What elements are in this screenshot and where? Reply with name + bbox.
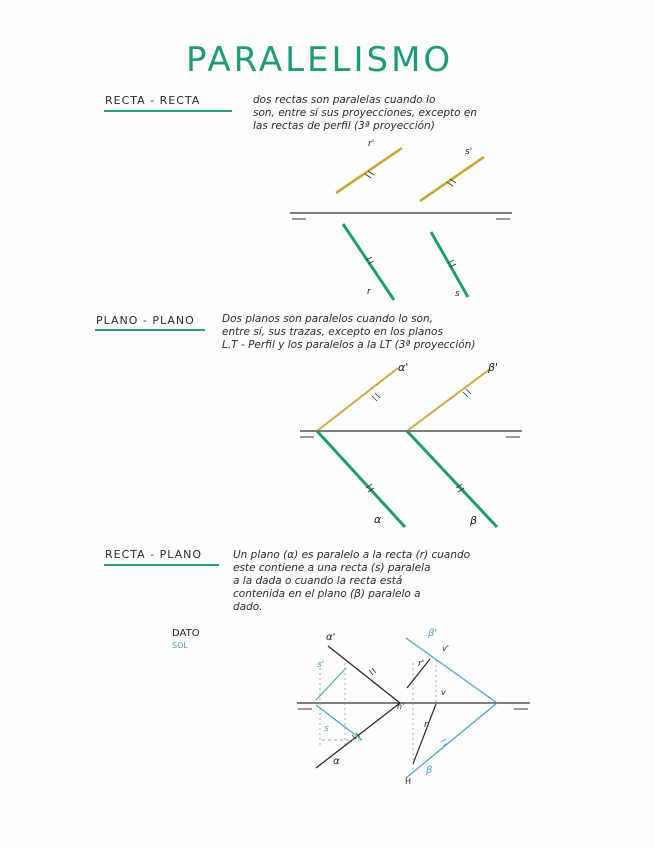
text-line: entre sí, sus trazas, excepto en los planos [222,326,443,338]
projection-r-prime-edge [336,148,402,193]
label-r: r [367,287,371,297]
trace-alpha [317,431,405,527]
parallel-tick [372,393,380,401]
section-heading-recta-plano: RECTA - PLANO [105,548,203,561]
dato-label: DATO [172,628,200,639]
text-line: contenida en el plano (β) paralelo a [233,588,421,600]
label-s: s [324,724,329,734]
text-line: dos rectas son paralelas cuando lo [253,94,436,106]
projection-s-prime-edge [420,157,484,201]
text-line: L.T - Perfil y los paralelos a la LT (3ª proyección) [222,339,476,351]
label-alpha: α [333,756,340,767]
text-line: Dos planos son paralelos cuando lo son, [222,313,433,325]
projection-s [431,232,468,297]
sol-label: SOL [172,641,188,650]
label-h-prime: h' [397,702,405,711]
trace-beta [406,703,497,778]
label-r: r [424,720,428,730]
text-line: dado. [233,601,263,613]
trace-beta-prime [407,369,490,431]
trace-alpha-prime [328,646,400,703]
parallel-tick [463,389,471,397]
page-title: PARALELISMO [186,40,454,80]
label-alpha-prime: α' [398,361,409,374]
parallel-tick [369,668,376,675]
label-beta: β [426,765,433,776]
line-r [413,704,436,764]
label-alpha-prime: α' [326,632,336,643]
trace-beta [407,431,497,527]
section-heading-recta-recta: RECTA - RECTA [105,94,201,107]
line-s-prime [316,668,346,700]
label-s-prime: s' [465,147,473,157]
label-s: s [455,289,460,299]
label-r-prime: r' [368,139,375,149]
label-v: v [441,688,446,697]
trace-alpha-prime [317,368,398,431]
text-line: a la dada o cuando la recta está [233,575,403,587]
label-s-prime: s' [317,660,325,670]
diagram-recta-plano [297,638,530,778]
diagram-recta-recta [290,148,512,300]
label-v-prime: v' [442,644,449,653]
label-r-prime: r' [418,659,425,669]
label-alpha: α [374,513,382,526]
text-line: son, entre sí sus proyecciones, excepto en [253,107,478,119]
label-beta-prime: β' [428,628,438,639]
text-line: este contiene a una recta (s) paralela [233,562,431,574]
label-beta-prime: β' [488,361,499,374]
trace-beta-prime [406,638,497,703]
section-heading-plano-plano: PLANO - PLANO [96,314,195,327]
label-h: H [405,777,412,786]
text-line: las rectas de perfil (3ª proyección) [253,120,435,132]
line-s [316,705,362,740]
diagram-plano-plano [300,368,522,527]
text-line: Un plano (α) es paralelo a la recta (r) cuando [233,549,471,561]
label-beta: β [470,514,478,527]
